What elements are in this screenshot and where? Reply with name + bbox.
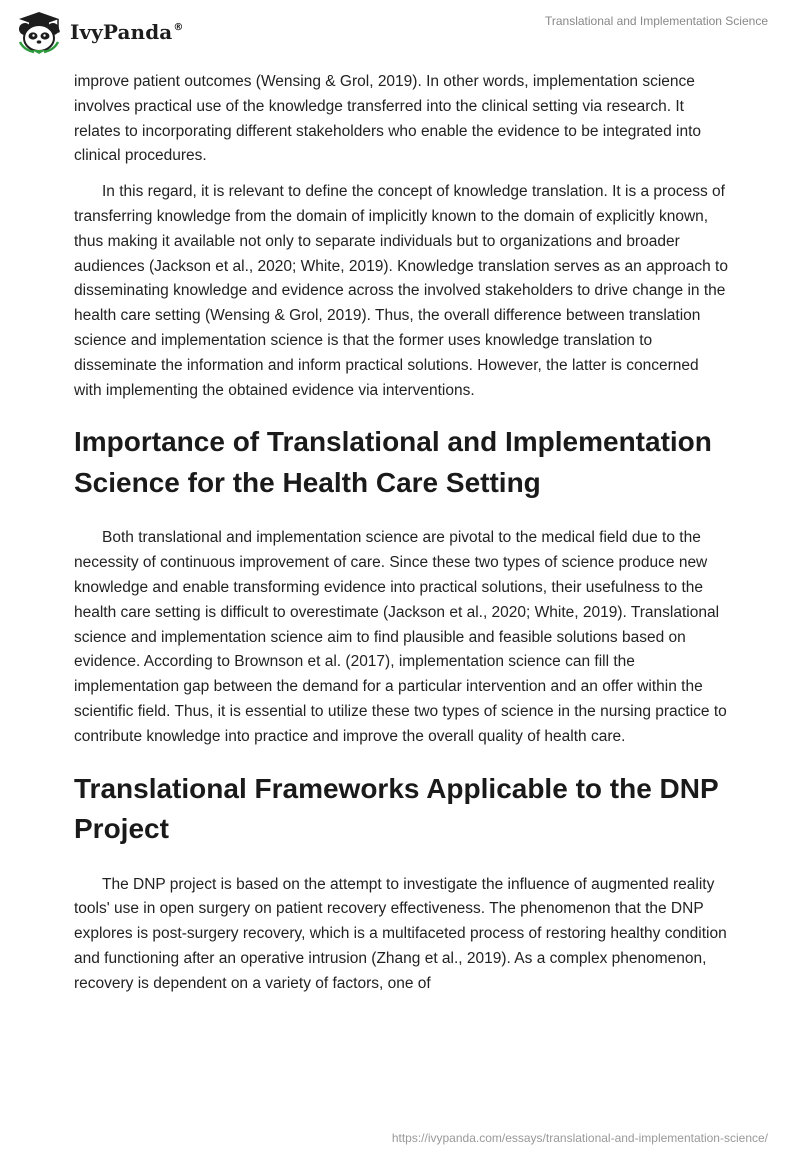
page-header	[0, 0, 800, 70]
brand-name: IvyPanda®	[70, 20, 184, 44]
paragraph-dnp-project: The DNP project is based on the attempt to investigate the influence of augmented reality tools' use in open surgery on patient recovery effectiveness. The phenomenon that the DNP explores is post-surgery recovery, which is a multifaceted process of restoring healthy condition and functioning after an operative intrusion (Zhang et al., 2019). As a complex phenomenon, recovery is dependent on a variety of factors, one of	[74, 875, 727, 992]
paragraph-implementation-science: improve patient outcomes (Wensing & Grol, 2019). In other words, implementation science involves practical use of the knowledge transferred into the clinical setting via research. It relates to incorporating different stakeholders who enable the evidence to be integrated into clinical procedures.	[74, 73, 702, 165]
heading-frameworks: Translational Frameworks Applicable to the DNP Project	[74, 772, 719, 845]
heading-importance: Importance of Translational and Implementation Science for the Health Care Setting	[74, 426, 712, 498]
paragraph-knowledge-translation: In this regard, it is relevant to define the concept of knowledge translation. It is a process of transferring knowledge from the domain of implicitly known to the domain of explicitly known, thus making it available not only to separate individuals but to organizations and broader audiences (Jackson et al., 2020; White, 2019). Knowledge translation serves as an approach to disseminating knowledge and evidence across the involved stakeholders to drive change in the health care setting (Wensing & Grol, 2019). Thus, the overall difference between translation science and implementation science is that the former uses knowledge translation to disseminate the information and inform practical solutions. However, the latter is concerned with implementing the obtained evidence via interventions.	[74, 183, 728, 399]
panda-graduate-icon	[14, 10, 64, 54]
article-body	[74, 70, 728, 1008]
document-title: Translational and Implementation Science	[544, 14, 768, 28]
ivypanda-logo[interactable]	[14, 10, 183, 54]
paragraph-importance: Both translational and implementation science are pivotal to the medical field due to the necessity of continuous improvement of care. Since these two types of science produce new knowledge and enable transforming evidence into practical solutions, their usefulness to the health care setting is difficult to overestimate (Jackson et al., 2020; White, 2019). Translational science and implementation science aim to find plausible and feasible solutions based on evidence. According to Brownson et al. (2017), implementation science can fill the implementation gap between the demand for a particular intervention and an offer within the scientific field. Thus, it is essential to utilize these two types of science in the nursing practice to contribute knowledge into practice and improve the overall quality of health care.	[74, 529, 727, 745]
source-url: https://ivypanda.com/essays/translational-and-implementation-science/	[391, 1131, 768, 1145]
